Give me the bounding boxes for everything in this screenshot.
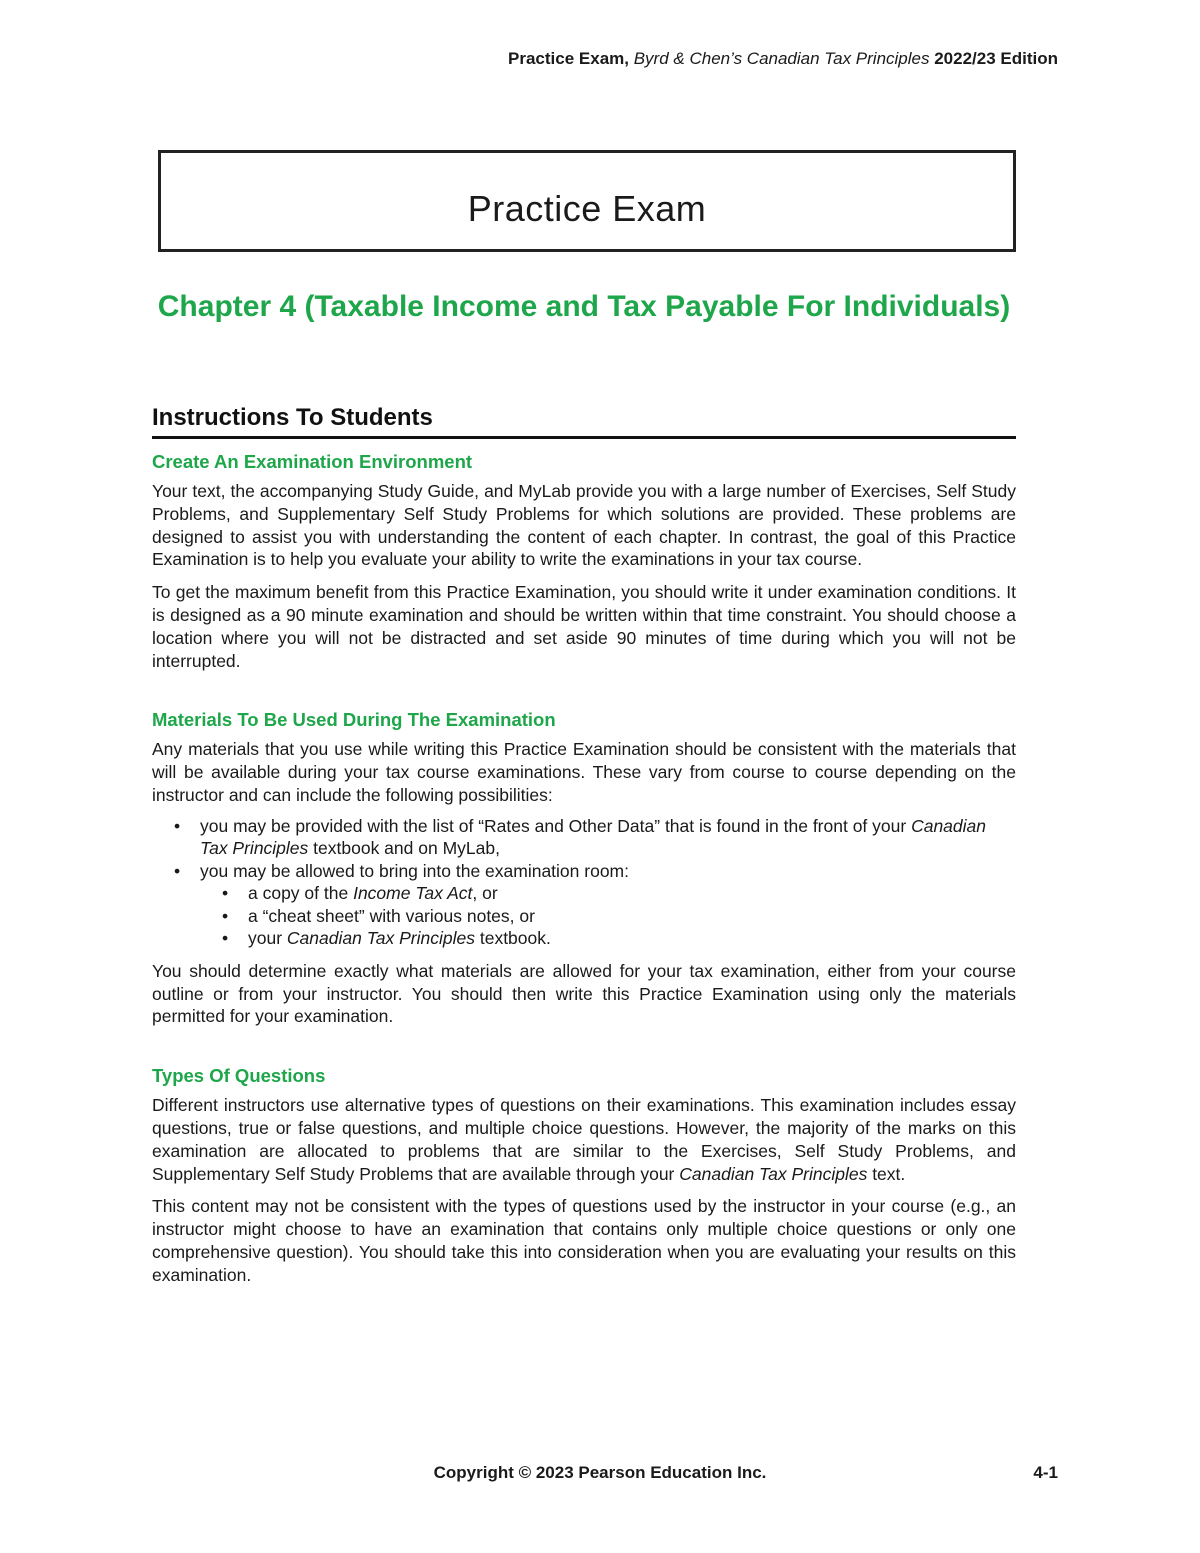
list-item-text: textbook. (474, 928, 551, 949)
running-header-text: Practice Exam, (508, 49, 634, 68)
list-item-text: , or (472, 883, 498, 904)
environment-section (152, 450, 1016, 672)
footer-copyright: Copyright © 2023 Pearson Education Inc. (433, 1463, 767, 1482)
running-header (508, 49, 1058, 69)
chapter-title: Chapter 4 (Taxable Income and Tax Payable For Individuals) (157, 290, 1011, 323)
list-item-text: you may be allowed to bring into the examination room: (200, 860, 629, 881)
materials-section (152, 708, 1016, 1028)
list-item (200, 815, 1016, 860)
paragraph-text: Different instructors use alternative types of questions on their examinations. This examination includes essay questions, true or false questions, and multiple choice questions. However, the majority of the marks on this examination are allocated to problems that are similar to the Exercises, Self Study Problems, and Supplementary Self Study Problems that are available through your (152, 1095, 1016, 1184)
running-header-book-title: Byrd & Chen’s Canadian Tax Principles (633, 49, 930, 68)
page-number: 4-1 (1033, 1463, 1058, 1482)
section-heading: Instructions To Students (152, 404, 1016, 439)
list-item-text: you may be provided with the list of “Rates and Other Data” that is found in the front of your (200, 815, 912, 836)
list-item-text: a copy of the (248, 883, 354, 904)
materials-intro: Any materials that you use while writing this Practice Examination should be consistent with the materials that will be available during your tax course examinations. These vary from course to course depending on the instructor and can include the following possibilities: (152, 739, 1016, 805)
title-box (158, 150, 1016, 252)
list-item-text: textbook and on MyLab, (308, 838, 500, 859)
list-item-text: your (248, 928, 287, 949)
environment-paragraph-2: To get the maximum benefit from this Practice Examination, you should write it under examination conditions. It is designed as a 90 minute examination and should be written within that time constraint. You should choose a location where you will not be distracted and set aside 90 minutes of time during which you will not be interrupted. (152, 582, 1016, 671)
book-title: Canadian Tax Principles (679, 1163, 868, 1184)
types-paragraph-2: This content may not be consistent with the types of questions used by the instructor in your course (e.g., an instructor might choose to have an examination that contains only multiple choice questions or only one comprehensive question). You should take this into consideration when you are evaluating your results on this examination. (152, 1196, 1016, 1285)
page-title: Practice Exam (467, 188, 707, 229)
materials-heading: Materials To Be Used During The Examination (152, 709, 556, 731)
types-section (152, 1064, 1016, 1286)
types-paragraph-1 (152, 1094, 1016, 1185)
paragraph-text: text. (867, 1163, 906, 1184)
sub-list-item (248, 882, 1016, 905)
environment-paragraph-1: Your text, the accompanying Study Guide, and MyLab provide you with a large number of Exercises, Self Study Problems, and Supplementary Self Study Problems for which solutions are provided. These problems are designed to assist you with understanding the content of each chapter. In contrast, the goal of this Practice Examination is to help you evaluate your ability to write the examinations in your tax course. (152, 481, 1016, 570)
types-heading: Types Of Questions (152, 1065, 326, 1087)
environment-heading: Create An Examination Environment (152, 451, 473, 472)
list-item-text: a “cheat sheet” with various notes, or (248, 905, 535, 926)
instructions-content (152, 450, 1016, 1287)
book-title: Canadian Tax Principles (286, 928, 475, 949)
sub-list (200, 882, 1016, 950)
sub-list-item (248, 905, 1016, 928)
book-title: Canadian Tax Principles (200, 815, 986, 859)
materials-list (152, 815, 1016, 950)
act-title: Income Tax Act (353, 883, 473, 904)
sub-list-item (248, 927, 1016, 950)
list-item (200, 860, 1016, 950)
materials-after: You should determine exactly what materials are allowed for your tax examination, either from your course outline or from your instructor. You should then write this Practice Examination using only the materials permitted for your examination. (152, 960, 1016, 1027)
running-header-edition: 2022/23 Edition (929, 49, 1058, 68)
